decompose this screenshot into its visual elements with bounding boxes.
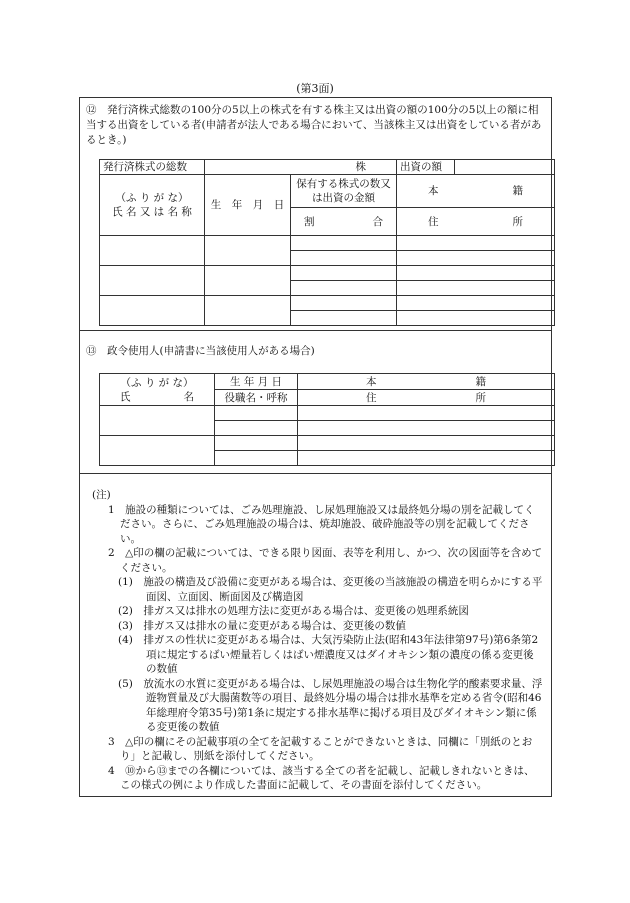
total-shares-field[interactable] (205, 160, 397, 175)
shares-held-label: 保有する株式の数又は出資の金額 (291, 175, 397, 208)
entry-shares[interactable] (291, 296, 397, 311)
honseki-2: 籍 (512, 185, 523, 197)
birth-label: 生 年 月 日 (215, 374, 298, 390)
section13-title: ⑬ 政令使用人(申請書に当該使用人がある場合) (86, 345, 315, 357)
note-item: (2) 排ガス又は排水の処理方法に変更がある場合は、変更後の処理系統図 (118, 605, 469, 617)
notes-section (92, 488, 544, 793)
entry-birth[interactable] (205, 266, 291, 296)
note-item: (4) 排ガスの性状に変更がある場合は、大気汚染防止法(昭和43年法律第97号)第6条第2項に規定するばい煙量若しくはばい煙濃度又はダイオキシン類の濃度の係る変更後の数値 (118, 634, 539, 675)
honseki-1: 本 (366, 375, 377, 388)
ratio-2: 合 (372, 215, 383, 228)
entry-birth[interactable] (215, 406, 298, 421)
entry-name[interactable] (100, 406, 215, 436)
entry-address[interactable] (298, 451, 555, 466)
note-item: (5) 放流水の水質に変更がある場合は、し尿処理施設の場合は生物化学的酸素要求量、浮遊物質量及び大腸菌数等の項目、最終処分場の場合は排水基準を定める省令(昭和46年総理府令第35号)第1条に規定する排水基準に掲げる項目及びダイオキシン類に係る変更後の数値 (118, 677, 543, 733)
name-1: 氏 (120, 390, 131, 403)
divider (80, 473, 551, 474)
entry-honseki[interactable] (397, 236, 555, 251)
entry-honseki[interactable] (298, 406, 555, 421)
capital-field[interactable] (455, 160, 555, 175)
ratio-1: 割 (304, 215, 315, 228)
divider (80, 330, 551, 331)
entry-shares[interactable] (291, 266, 397, 281)
address-1: 住 (428, 215, 439, 228)
entry-address[interactable] (397, 281, 555, 296)
entry-name[interactable] (100, 236, 205, 266)
entry-name[interactable] (100, 266, 205, 296)
entry-honseki[interactable] (397, 296, 555, 311)
section12-title: ⑫ 発行済株式総数の100分の5以上の株式を有する株主又は出資の額の100分の5以上の額に相当する出資をしている者(申請者が法人である場合において、当該株主又は出資をしている者があるとき。) (86, 104, 542, 146)
shareholder-table (99, 159, 555, 326)
entry-honseki[interactable] (298, 436, 555, 451)
name-2: 名 (183, 390, 194, 403)
honseki-1: 本 (428, 185, 439, 197)
employee-table (99, 373, 555, 466)
address-2: 所 (512, 215, 523, 228)
note-item: 1 施設の種類については、ごみ処理施設、し尿処理施設又は最終処分場の別を記載してください。さらに、ごみ処理施設の場合は、焼却施設、破砕施設等の別を記載してください。 (108, 503, 535, 545)
name-label: 氏 名 又 は 名 称 (112, 206, 192, 218)
notes-head: (注) (92, 489, 111, 501)
note-item: (3) 排ガス又は排水の量に変更がある場合は、変更後の数値 (118, 619, 406, 632)
furigana-label: （ふ り が な） (115, 192, 189, 204)
entry-ratio[interactable] (291, 251, 397, 266)
note-item: (1) 施設の構造及び設備に変更がある場合は、変更後の当該施設の構造を明らかにする平面図、立面図、断面図及び構造図 (118, 576, 543, 603)
entry-birth[interactable] (205, 296, 291, 326)
title-label: 役職名・呼称 (215, 390, 298, 406)
note-item: 4 ⑩から⑬までの各欄については、該当する全ての者を記載し、記載しきれないときは、この様式の例により作成した書面に記載して、その書面を添付してください。 (108, 764, 535, 791)
address-2: 所 (475, 391, 486, 404)
entry-honseki[interactable] (397, 266, 555, 281)
entry-shares[interactable] (291, 236, 397, 251)
capital-label: 出資の額 (397, 160, 455, 175)
entry-birth[interactable] (205, 236, 291, 266)
furigana-label: （ふ り が な） (120, 376, 194, 389)
entry-address[interactable] (397, 251, 555, 266)
form-frame (79, 97, 552, 797)
shares-unit: 株 (355, 161, 366, 173)
entry-name[interactable] (100, 296, 205, 326)
entry-birth[interactable] (215, 436, 298, 451)
entry-title[interactable] (215, 451, 298, 466)
entry-address[interactable] (298, 421, 555, 436)
page-number: (第3面) (296, 82, 334, 95)
honseki-2: 籍 (475, 375, 486, 388)
note-item: 3 △印の欄にその記載事項の全てを記載することができないときは、同欄に「別紙のとおり」と記載し、別紙を添付してください。 (108, 735, 533, 762)
birth-label: 生 年 月 日 (205, 175, 291, 236)
entry-title[interactable] (215, 421, 298, 436)
entry-ratio[interactable] (291, 311, 397, 326)
entry-name[interactable] (100, 436, 215, 466)
entry-ratio[interactable] (291, 281, 397, 296)
note-item: 2 △印の欄の記載については、できる限り図面、表等を利用し、かつ、次の図面等を含めてください。 (108, 547, 543, 574)
address-1: 住 (366, 391, 377, 404)
total-shares-label: 発行済株式の総数 (100, 160, 205, 175)
entry-address[interactable] (397, 311, 555, 326)
